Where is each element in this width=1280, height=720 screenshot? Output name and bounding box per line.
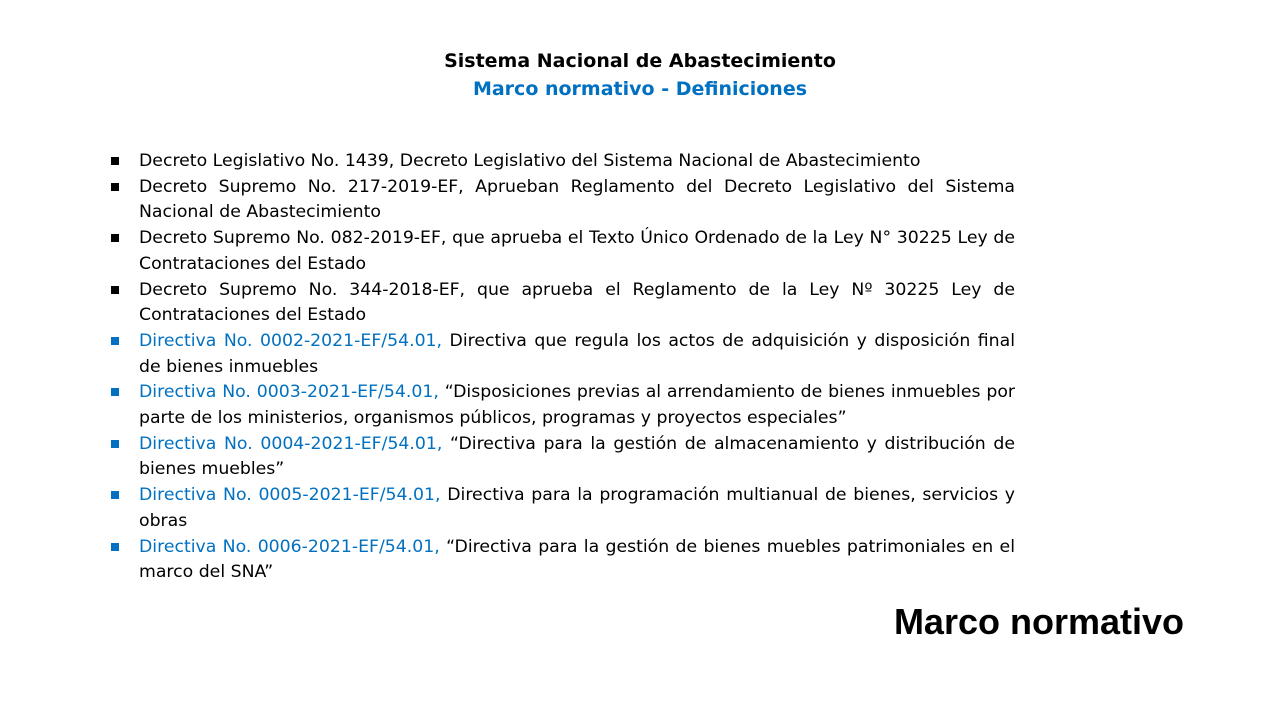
item-reference: Directiva No. 0003-2021-EF/54.01, bbox=[139, 382, 439, 403]
item-description: que aprueba el Reglamento de la Ley Nº 30225 Ley de Contrataciones del Estado bbox=[139, 279, 1016, 326]
list-item bbox=[108, 432, 1015, 483]
item-description: “Directiva para la gestión de almacenamiento y distribución de bienes muebles” bbox=[139, 433, 1015, 480]
list-item bbox=[108, 175, 1015, 226]
list-item bbox=[108, 149, 1015, 175]
list-item bbox=[108, 329, 1015, 380]
item-reference: Directiva No. 0004-2021-EF/54.01, bbox=[139, 433, 443, 454]
regulation-list bbox=[108, 149, 1015, 586]
slide-title: Sistema Nacional de Abastecimiento bbox=[444, 50, 836, 72]
slide-header bbox=[0, 47, 1280, 103]
item-reference: Directiva No. 0002-2021-EF/54.01, bbox=[139, 330, 443, 351]
square-bullet-icon bbox=[111, 440, 119, 448]
list-item bbox=[108, 380, 1015, 431]
item-reference: Directiva No. 0005-2021-EF/54.01, bbox=[139, 485, 441, 506]
slide-subtitle: Marco normativo - Definiciones bbox=[472, 78, 808, 100]
item-description: Decreto Legislativo del Sistema Nacional de Abastecimiento bbox=[394, 151, 921, 171]
item-description: Directiva que regula los actos de adquisición y disposición final de bienes inmuebles bbox=[139, 330, 1015, 377]
square-bullet-icon bbox=[111, 543, 119, 551]
item-reference: Decreto Supremo No. 344-2018-EF, bbox=[139, 279, 466, 300]
item-reference: Decreto Legislativo No. 1439, bbox=[139, 151, 395, 171]
section-label: Marco normativo bbox=[893, 601, 1184, 642]
list-item bbox=[108, 226, 1015, 277]
item-description: que aprueba el Texto Único Ordenado de la Ley N° 30225 Ley de Contrataciones del Estado bbox=[139, 228, 1015, 274]
item-description: Directiva para la programación multianual de bienes, servicios y obras bbox=[139, 485, 1015, 531]
square-bullet-icon bbox=[111, 234, 119, 242]
square-bullet-icon bbox=[111, 388, 119, 396]
item-description: “Directiva para la gestión de bienes muebles patrimoniales en el marco del SNA” bbox=[139, 536, 1015, 583]
list-item bbox=[108, 483, 1015, 534]
item-description: Aprueban Reglamento del Decreto Legislativo del Sistema Nacional de Abastecimiento bbox=[139, 176, 1015, 223]
item-description: “Disposiciones previas al arrendamiento de bienes inmuebles por parte de los ministerios, organismos públicos, programas y proyectos especiales” bbox=[139, 382, 1015, 429]
square-bullet-icon bbox=[111, 183, 119, 191]
square-bullet-icon bbox=[111, 157, 119, 165]
square-bullet-icon bbox=[111, 337, 119, 345]
list-item bbox=[108, 278, 1015, 329]
item-reference: Decreto Supremo No. 082-2019-EF, bbox=[139, 228, 447, 249]
item-reference: Directiva No. 0006-2021-EF/54.01, bbox=[139, 536, 440, 557]
square-bullet-icon bbox=[111, 286, 119, 294]
item-reference: Decreto Supremo No. 217-2019-EF, bbox=[139, 176, 464, 197]
list-item bbox=[108, 535, 1015, 586]
square-bullet-icon bbox=[111, 491, 119, 499]
